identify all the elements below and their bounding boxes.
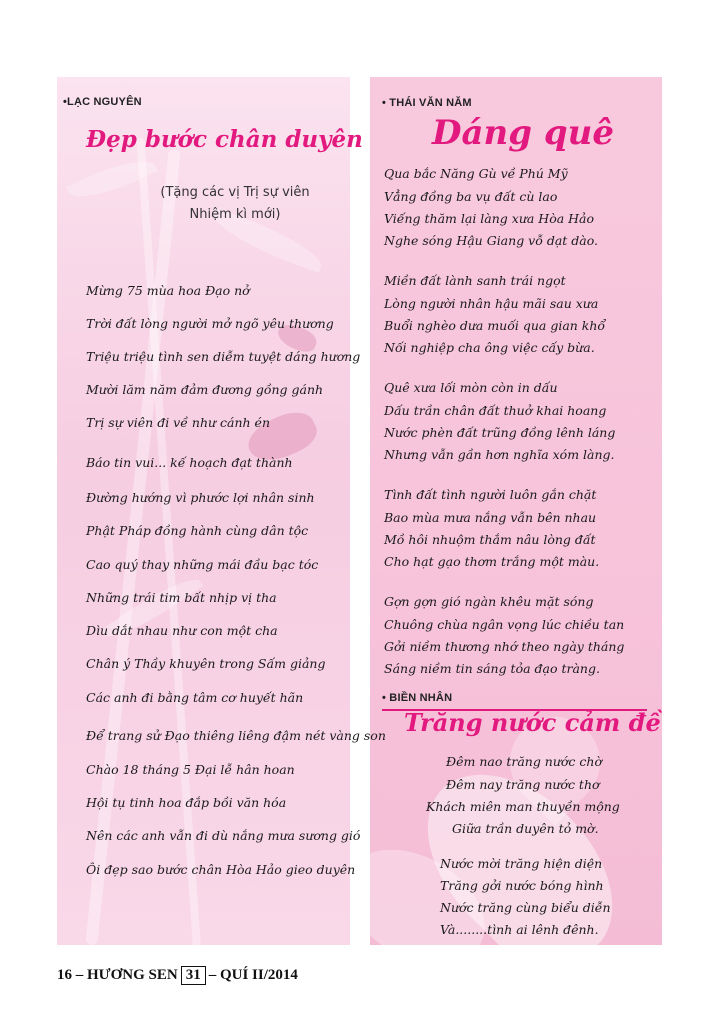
verse-line: Tình đất tình người luôn gắn chặt — [384, 487, 597, 502]
dedication-line: (Tặng các vị Trị sự viên — [160, 185, 310, 200]
right-poem-2-title: Trăng nước cảm đề — [404, 708, 661, 737]
verse-line: Lòng người nhân hậu mãi sau xưa — [384, 296, 599, 311]
issue-number: 31 — [181, 966, 206, 985]
right-poem-2-author: • BIỀN NHÂN — [382, 692, 453, 704]
left-poem-dedication — [150, 182, 320, 226]
page-number: 16 — [57, 967, 72, 983]
verse-line: Báo tin vui... kế hoạch đạt thành — [86, 455, 293, 470]
verse-line: Trị sự viên đi về như cánh én — [86, 415, 271, 430]
right-poem-1-author: • THÁI VĂN NĂM — [382, 97, 472, 109]
verse-line: Các anh đi bằng tâm cơ huyết hãn — [86, 690, 304, 705]
verse-line: Bao mùa mưa nắng vẫn bên nhau — [384, 510, 597, 525]
verse-line: Để trang sử Đạo thiêng liêng đậm nét vàng son — [86, 728, 386, 743]
verse-line: Sáng niềm tin sáng tỏa đạo tràng. — [384, 661, 600, 676]
verse-line: Những trái tim bất nhịp vị tha — [86, 590, 277, 605]
verse-line: Mừng 75 mùa hoa Đạo nở — [86, 283, 250, 298]
verse-line: Triệu triệu tình sen diễm tuyệt dáng hương — [86, 349, 361, 364]
verse-line: Quê xưa lối mòn còn in dấu — [384, 380, 558, 395]
verse-line: Mồ hôi nhuộm thắm nâu lòng đất — [384, 532, 596, 547]
footer-separator: – — [75, 967, 84, 983]
verse-line: Mười lăm năm đảm đương gồng gánh — [86, 382, 324, 397]
footer-separator: – — [208, 967, 217, 983]
left-poem-title: Đẹp bước chân duyên — [86, 126, 363, 153]
verse-line: Qua bắc Năng Gù về Phú Mỹ — [384, 166, 568, 181]
verse-line: Nhưng vẫn gần hơn nghĩa xóm làng. — [384, 447, 615, 462]
verse-line: Vẳng đồng ba vụ đất cù lao — [384, 189, 558, 204]
verse-line: Đêm nay trăng nước thơ — [446, 777, 600, 792]
verse-line: Nối nghiệp cha ông việc cấy bừa. — [384, 340, 595, 355]
verse-line: Gợn gợn gió ngàn khêu mặt sóng — [384, 594, 594, 609]
verse-line: Trăng gởi nước bóng hình — [440, 878, 604, 893]
left-poem-author: •LẠC NGUYÊN — [63, 96, 142, 108]
magazine-name: HƯƠNG SEN — [87, 967, 178, 983]
verse-line: Giữa trần duyên tỏ mờ. — [452, 821, 599, 836]
verse-line: Nước mời trăng hiện diện — [440, 856, 603, 871]
verse-line: Chân ý Thầy khuyên trong Sấm giảng — [86, 656, 326, 671]
verse-line: Đường hướng vì phước lợi nhân sinh — [86, 490, 315, 505]
verse-line: Dấu trần chân đất thuở khai hoang — [384, 403, 607, 418]
verse-line: Chuông chùa ngân vọng lúc chiều tan — [384, 617, 625, 632]
verse-line: Nên các anh vẫn đi dù nắng mưa sương gió — [86, 828, 361, 843]
verse-line: Cao quý thay những mái đầu bạc tóc — [86, 557, 319, 572]
verse-line: Hội tụ tinh hoa đắp bồi văn hóa — [86, 795, 287, 810]
verse-line: Và........tình ai lênh đênh. — [440, 922, 599, 937]
verse-line: Viếng thăm lại làng xưa Hòa Hảo — [384, 211, 595, 226]
verse-line: Miền đất lành sanh trái ngọt — [384, 273, 566, 288]
quarter-label: QUÍ II/2014 — [219, 967, 298, 983]
verse-line: Chào 18 tháng 5 Đại lễ hân hoan — [86, 762, 295, 777]
verse-line: Cho hạt gạo thơm trắng một màu. — [384, 554, 600, 569]
verse-line: Khách miên man thuyền mộng — [426, 799, 620, 814]
verse-line: Gởi niềm thương nhớ theo ngày tháng — [384, 639, 625, 654]
verse-line: Nghe sóng Hậu Giang vỗ dạt dào. — [384, 233, 599, 248]
verse-line: Ôi đẹp sao bước chân Hòa Hảo gieo duyên — [86, 862, 356, 877]
page-footer — [57, 966, 298, 985]
verse-line: Nước trăng cùng biểu diễn — [440, 900, 611, 915]
verse-line: Dìu dắt nhau như con một cha — [86, 623, 278, 638]
verse-line: Trời đất lòng người mở ngõ yêu thương — [86, 316, 334, 331]
right-poem-1-title: Dáng quê — [432, 113, 614, 153]
dedication-line: Nhiệm kì mới) — [189, 207, 281, 222]
verse-line: Nước phèn đất trũng đồng lênh láng — [384, 425, 616, 440]
verse-line: Buổi nghèo dưa muối qua gian khổ — [384, 318, 606, 333]
verse-line: Đêm nao trăng nước chờ — [446, 754, 602, 769]
verse-line: Phật Pháp đồng hành cùng dân tộc — [86, 523, 309, 538]
